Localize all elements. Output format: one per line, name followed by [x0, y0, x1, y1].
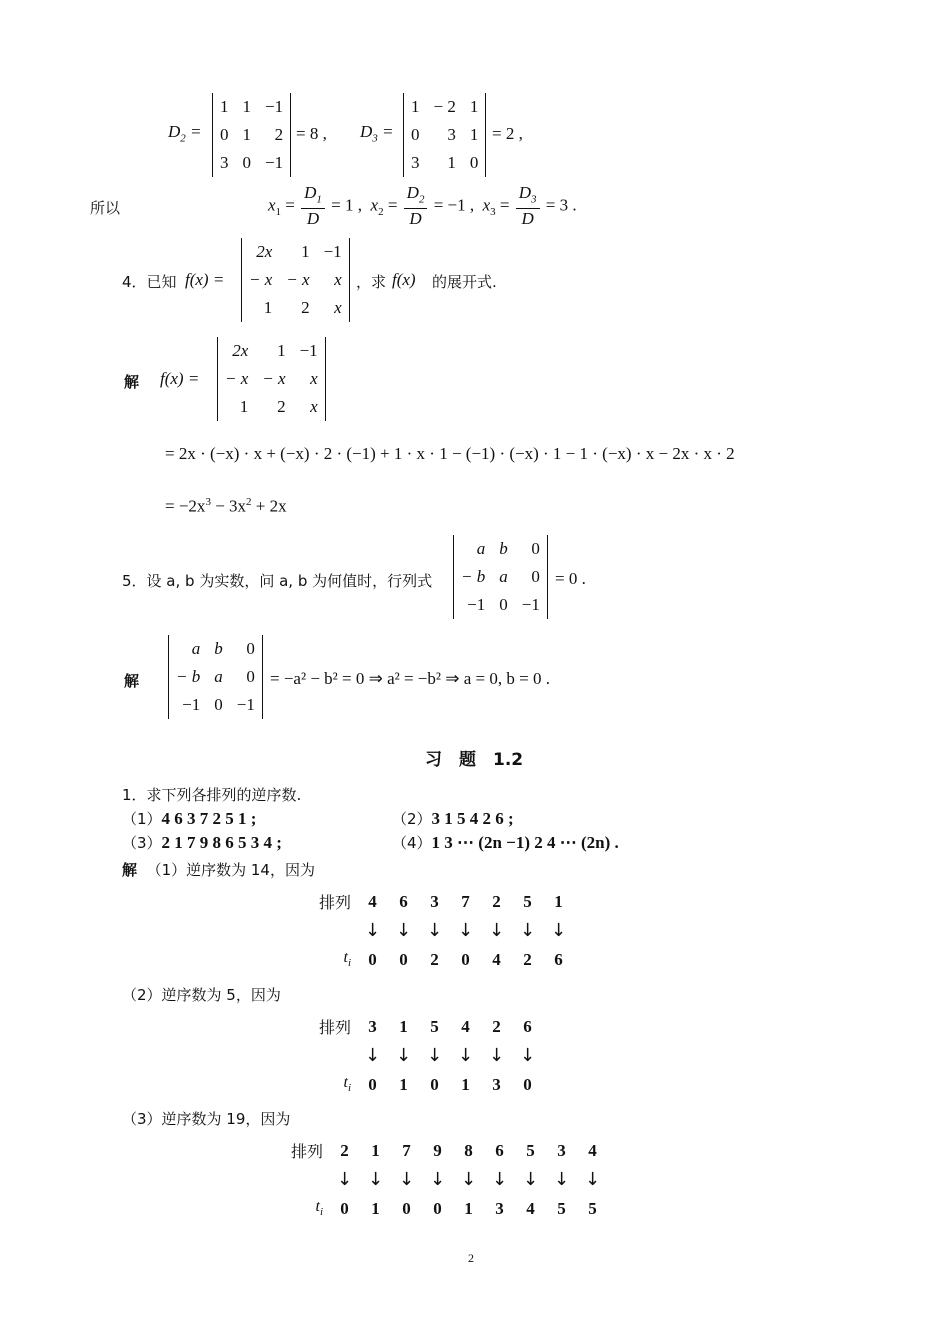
a5-matrix: a b 0 − b a 0 −1 0 −1: [168, 635, 263, 719]
page-number: 2: [468, 1251, 474, 1265]
q5-matrix: a b 0 − b a 0 −1 0 −1: [453, 535, 548, 619]
sol3-text: （3）逆序数为 19，因为: [122, 1110, 291, 1128]
q4-fx: f(x) =: [185, 270, 225, 289]
q4-fx2: f(x): [392, 270, 416, 289]
perm-label: 排列: [318, 893, 351, 912]
a4-line1: = 2x · (−x) · x + (−x) · 2 · (−1) + 1 · x · 1 − (−1) · (−x) · 1 − 1 · (−x) · x − 2x · x · 2: [165, 444, 735, 463]
ex1-p3: （3）2 1 7 9 8 6 5 3 4 ;: [122, 833, 282, 852]
section-title: 习 题 1.2: [425, 750, 524, 770]
q4-suffix-b: 的展开式.: [432, 273, 497, 291]
a4-line2: = $-2x^3 - 3x^2 + 2x$: [165, 496, 287, 516]
a4-jie: 解: [124, 373, 140, 391]
ex1-prompt: 1．求下列各排列的逆序数.: [122, 786, 302, 804]
sol1-table: 排列 4 6 3 7 2 5 1 ↓ ↓ ↓ ↓ ↓ ↓ ↓ $t_i$ 0 0 2 0 4 2 6: [298, 887, 574, 974]
d3-matrix: 1 − 2 1 0 3 1 3 1 0: [403, 93, 486, 177]
a5-jie: 解: [124, 672, 140, 690]
ex1-p1: （1）4 6 3 7 2 5 1 ;: [122, 809, 257, 828]
a4-matrix: 2x 1 −1 − x − x x 1 2 x: [217, 337, 326, 421]
d2-result: = 8 ,: [296, 124, 327, 143]
a4-fx: f(x) =: [160, 369, 200, 388]
cramer-solutions: $x_1$ = $\frac{D_1}{D}$ = 1 , $x_2$ = $\frac{D_2}{D}$ = −1 , $x_3$ = $\frac{D_3}{D}$ = 3 .: [268, 183, 577, 229]
suoyi-text: 所以: [90, 199, 121, 217]
d3-label: $D_3$ =: [360, 122, 394, 145]
q5-text: 5．设 a, b 为实数，问 a, b 为何值时，行列式: [122, 572, 433, 590]
q4-suffix-a: ，求: [356, 273, 387, 291]
q5-result: = 0 .: [555, 569, 586, 588]
q4-prefix: 4．已知: [122, 273, 177, 291]
d2-matrix: 1 1 −1 0 1 2 3 0 −1: [212, 93, 291, 177]
q4-matrix: 2x 1 −1 − x − x x 1 2 x: [241, 238, 350, 322]
sol2-text: （2）逆序数为 5，因为: [122, 986, 281, 1004]
sol3-table: 排列 2 1 7 9 8 6 5 3 4 ↓ ↓ ↓ ↓ ↓ ↓ ↓ ↓ ↓ $t_i$ 0 1 0 0 1 3 4 5 5: [290, 1140, 601, 1219]
d2-label: $D_2$ =: [168, 122, 202, 145]
sol2-table: 排列 3 1 5 4 2 6 ↓ ↓ ↓ ↓ ↓ ↓ $t_i$ 0 1 0 1 3 0: [318, 1016, 536, 1095]
sol1-text: 解 （1）逆序数为 14，因为: [122, 861, 315, 879]
ex1-p2: （2）3 1 5 4 2 6 ;: [392, 809, 514, 828]
ex1-p4: （4）1 3 ⋯ (2n −1) 2 4 ⋯ (2n) .: [392, 833, 619, 852]
d3-result: = 2 ,: [492, 124, 523, 143]
a5-result: = −a² − b² = 0 ⇒ a² = −b² ⇒ a = 0, b = 0 .: [270, 669, 550, 688]
